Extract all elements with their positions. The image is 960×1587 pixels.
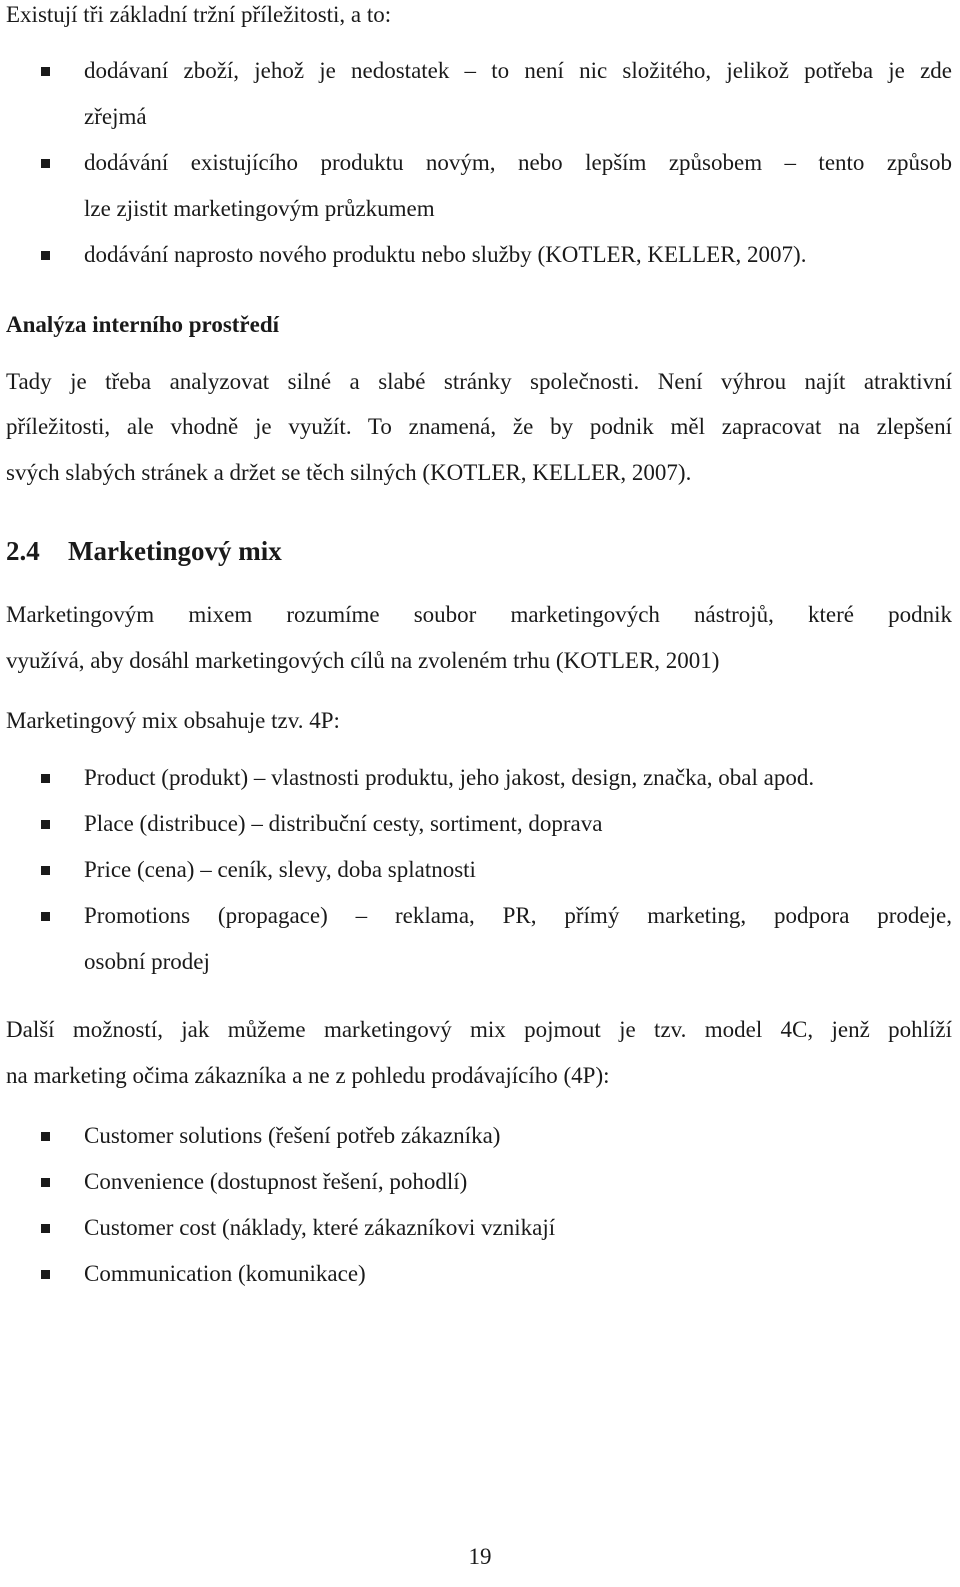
list-item-line: Price (cena) – ceník, slevy, doba splatnosti [84,857,476,882]
list-item-line: Place (distribuce) – distribuční cesty, sortiment, doprava [84,811,603,836]
list-item-line: lze zjistit marketingovým průzkumem [84,196,435,221]
list-item-line: Customer cost (náklady, které zákazníkovi vznikají [84,1215,556,1240]
bullet-square-icon [41,774,50,783]
list-item-line: Convenience (dostupnost řešení, pohodlí) [84,1169,468,1194]
list-item-line: osobní prodej [84,949,210,974]
bullet-square-icon [41,820,50,829]
paragraph-line: Marketingovým mixem rozumíme soubor marketingových nástrojů, které podnik [6,602,952,627]
bullet-square-icon [41,1132,50,1141]
four-p-intro: Marketingový mix obsahuje tzv. 4P: [6,708,340,733]
section-number: 2.4 [6,536,40,566]
bullet-square-icon [41,251,50,260]
bullet-square-icon [41,67,50,76]
bullet-square-icon [41,1178,50,1187]
list-item-line: Communication (komunikace) [84,1261,366,1286]
list-item-line: dodávání naprosto nového produktu nebo služby (KOTLER, KELLER, 2007). [84,242,807,267]
list-item-line: Customer solutions (řešení potřeb zákazníka) [84,1123,501,1148]
bullet-square-icon [41,159,50,168]
page-number: 19 [468,1544,492,1569]
paragraph-line: na marketing očima zákazníka a ne z pohledu prodávajícího (4P): [6,1063,610,1088]
section-title: Marketingový mix [68,536,282,566]
bullet-square-icon [41,1224,50,1233]
list-item-line: dodávání existujícího produktu novým, nebo lepším způsobem – tento způsob [84,150,952,175]
paragraph-line: Tady je třeba analyzovat silné a slabé stránky společnosti. Není výhrou najít atraktivní [6,369,952,394]
bullet-square-icon [41,1270,50,1279]
paragraph-line: svých slabých stránek a držet se těch silných (KOTLER, KELLER, 2007). [6,460,692,485]
bullet-square-icon [41,912,50,921]
list-item-line: dodávaní zboží, jehož je nedostatek – to není nic složitého, jelikož potřeba je zde [84,58,952,83]
list-item-line: Promotions (propagace) – reklama, PR, přímý marketing, podpora prodeje, [84,903,952,928]
paragraph-line: využívá, aby dosáhl marketingových cílů na zvoleném trhu (KOTLER, 2001) [6,648,720,673]
subheading-internal-analysis: Analýza interního prostředí [6,312,280,337]
paragraph-line: příležitosti, ale vhodně je využít. To znamená, že by podnik měl zapracovat na zlepšení [6,414,952,439]
list-item-line: Product (produkt) – vlastnosti produktu, jeho jakost, design, značka, obal apod. [84,765,815,790]
bullet-square-icon [41,866,50,875]
intro-paragraph: Existují tři základní tržní příležitosti, a to: [6,2,392,27]
paragraph-line: Další možností, jak můžeme marketingový mix pojmout je tzv. model 4C, jenž pohlíží [6,1017,952,1042]
list-item-line: zřejmá [84,104,147,129]
